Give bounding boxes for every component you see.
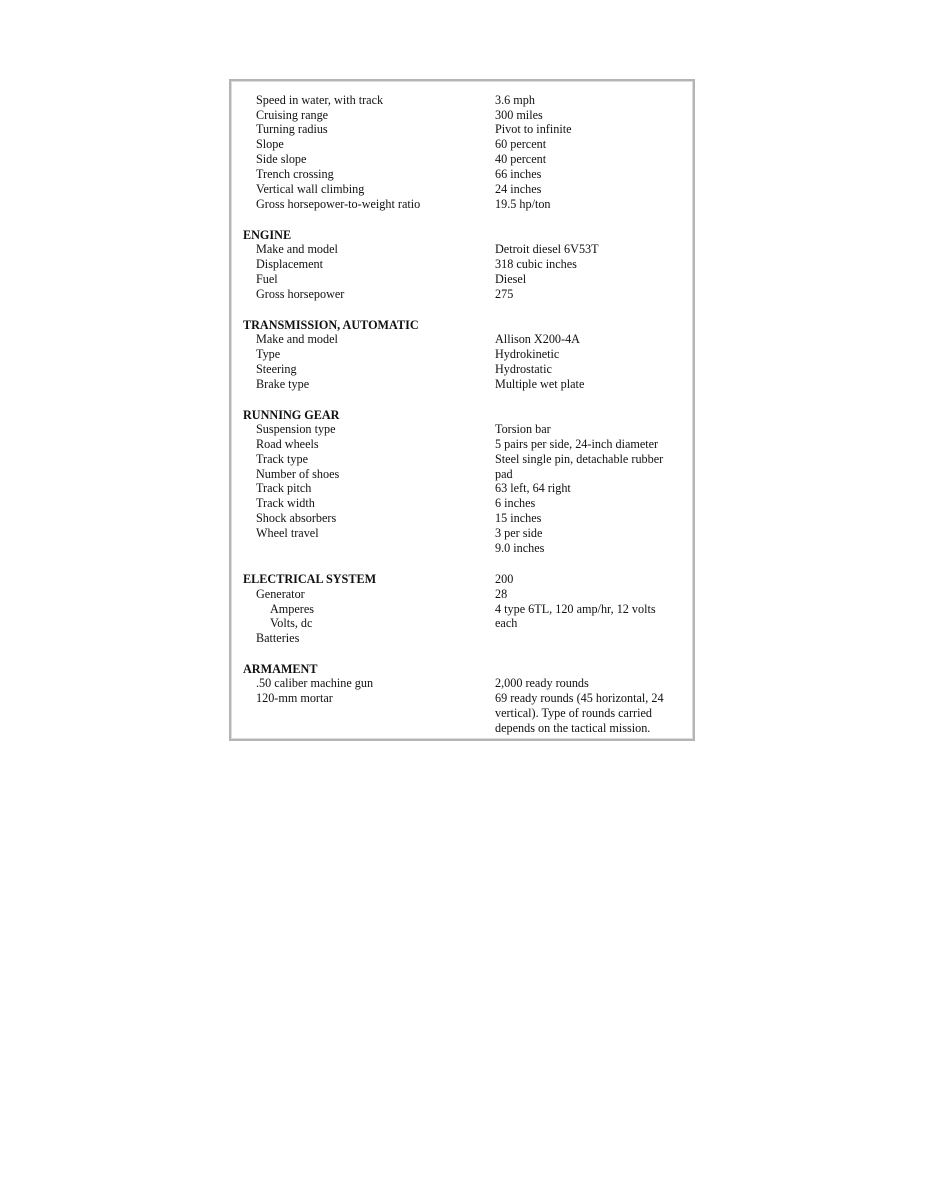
spec-label: Trench crossing [256, 167, 334, 181]
spec-value: pad [495, 467, 513, 481]
spec-value: 300 miles [495, 108, 543, 122]
section-heading-electrical: ELECTRICAL SYSTEM [243, 572, 377, 586]
spec-label: Wheel travel [256, 526, 319, 540]
spec-value: 19.5 hp/ton [495, 197, 551, 211]
spec-label: Shock absorbers [256, 511, 337, 525]
spec-value: 40 percent [495, 152, 547, 166]
spec-value: vertical). Type of rounds carried [495, 706, 652, 720]
spec-label: Slope [256, 137, 284, 151]
spec-value: depends on the tactical mission. [495, 721, 651, 735]
spec-value: 200 [495, 572, 514, 586]
spec-value: Torsion bar [495, 422, 551, 436]
spec-value: 3 per side [495, 526, 543, 540]
spec-label: Batteries [256, 631, 300, 645]
spec-label: Brake type [256, 377, 310, 391]
spec-value: Pivot to infinite [495, 122, 572, 136]
spec-value: 15 inches [495, 511, 542, 525]
spec-value: Detroit diesel 6V53T [495, 242, 599, 256]
spec-label: 120-mm mortar [256, 691, 333, 705]
spec-label: Volts, dc [270, 616, 313, 630]
spec-label: Fuel [256, 272, 278, 286]
spec-value: 28 [495, 587, 508, 601]
spec-value: Hydrokinetic [495, 347, 560, 361]
spec-label: Road wheels [256, 437, 319, 451]
spec-value: 275 [495, 287, 514, 301]
spec-value: each [495, 616, 518, 630]
spec-value: Steel single pin, detachable rubber [495, 452, 664, 466]
spec-value: Multiple wet plate [495, 377, 585, 391]
spec-label: Gross horsepower [256, 287, 345, 301]
spec-value: 318 cubic inches [495, 257, 577, 271]
spec-label: Number of shoes [256, 467, 340, 481]
spec-label: Track pitch [256, 481, 312, 495]
spec-value: 6 inches [495, 496, 536, 510]
spec-label: Make and model [256, 242, 338, 256]
spec-value: 66 inches [495, 167, 542, 181]
spec-label: Type [256, 347, 281, 361]
spec-label: Speed in water, with track [256, 93, 384, 107]
spec-value: 2,000 ready rounds [495, 676, 589, 690]
spec-value: Allison X200-4A [495, 332, 580, 346]
spec-label: Cruising range [256, 108, 329, 122]
spec-value: Hydrostatic [495, 362, 552, 376]
spec-label: Generator [256, 587, 305, 601]
spec-value: 63 left, 64 right [495, 481, 571, 495]
spec-label: Make and model [256, 332, 338, 346]
spec-label: Track width [256, 496, 315, 510]
spec-label: Vertical wall climbing [256, 182, 365, 196]
spec-label: Turning radius [256, 122, 328, 136]
spec-label: Steering [256, 362, 297, 376]
spec-label: Track type [256, 452, 309, 466]
spec-label: Side slope [256, 152, 307, 166]
spec-value: 60 percent [495, 137, 547, 151]
spec-value: 24 inches [495, 182, 542, 196]
spec-label: Suspension type [256, 422, 336, 436]
spec-label: .50 caliber machine gun [256, 676, 374, 690]
spec-value: 69 ready rounds (45 horizontal, 24 [495, 691, 664, 705]
specifications-table [229, 79, 695, 741]
section-heading-armament: ARMAMENT [243, 662, 318, 676]
section-heading-running-gear: RUNNING GEAR [243, 408, 340, 422]
spec-value: Diesel [495, 272, 527, 286]
spec-value: 9.0 inches [495, 541, 545, 555]
spec-label: Gross horsepower-to-weight ratio [256, 197, 421, 211]
spec-value: 4 type 6TL, 120 amp/hr, 12 volts [495, 602, 656, 616]
spec-value: 3.6 mph [495, 93, 535, 107]
section-heading-engine: ENGINE [243, 228, 292, 242]
spec-value: 5 pairs per side, 24-inch diameter [495, 437, 659, 451]
section-heading-transmission: TRANSMISSION, AUTOMATIC [243, 318, 419, 332]
spec-label: Amperes [270, 602, 314, 616]
spec-label: Displacement [256, 257, 324, 271]
